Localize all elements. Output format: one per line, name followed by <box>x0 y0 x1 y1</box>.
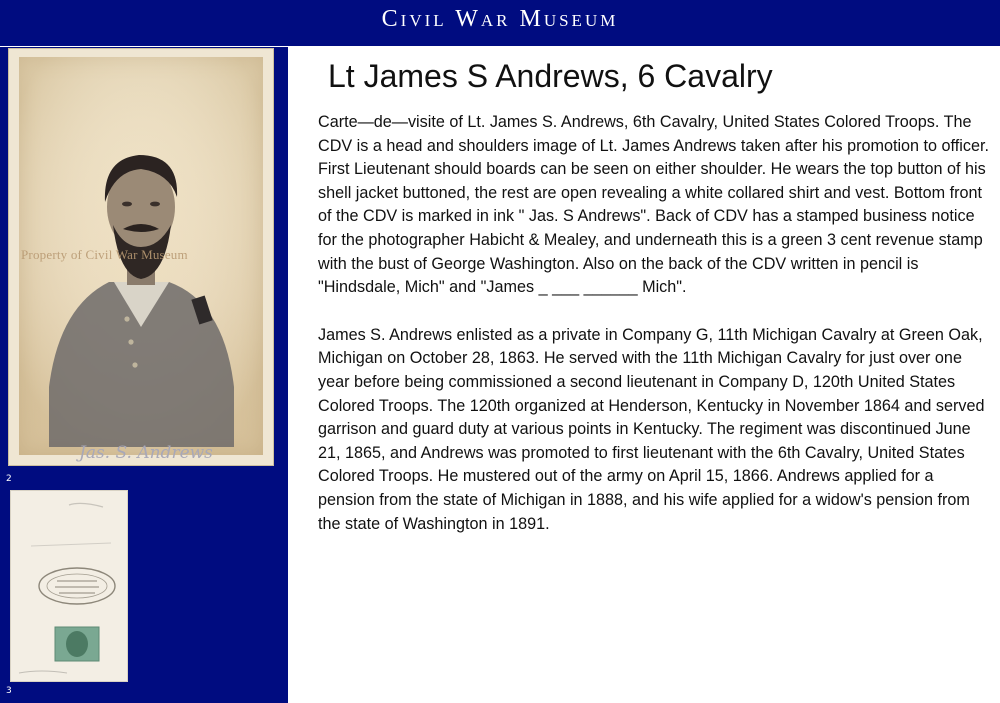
cdv-front-photo[interactable] <box>8 48 274 466</box>
site-header <box>0 0 1000 48</box>
image-number-label: 2 <box>6 474 12 484</box>
ink-signature: Jas. S. Andrews <box>79 443 213 463</box>
article-paragraph: James S. Andrews enlisted as a private in Company G, 11th Michigan Cavalry at Green Oak, Michigan on October 28, 1863. He served with the 11th Michigan Cavalry for just over one year before being commissioned a second lieutenant in Company D, 120th United States Colored Troops. The 120th organized at Henderson, Kentucky in November 1864 and served garrison and guard duty at various points in Kentucky. The regiment was discontinued June 21, 1865, and Andrews was promoted to first lieutenant with the 6th Cavalry, United States Colored Troops. He mustered out of the army on April 15, 1866. Andrews applied for a pension from the state of Michigan in 1888, and his wife applied for a widow's pension from the state of Washington in 1891. <box>318 325 985 533</box>
image-number-label: 3 <box>6 686 12 696</box>
cdv-back-photo[interactable] <box>10 490 128 682</box>
cdv-card <box>19 57 263 463</box>
article-paragraph: Carte—de—visite of Lt. James S. Andrews, 6th Cavalry, United States Colored Troops. The CDV is a head and shoulders image of Lt. James Andrews taken after his promotion to officer. First Lieutenant should boards can be seen on either shoulder. He wears the top button of his shell jacket buttoned, the rest are open revealing a white collared shirt and vest. Bottom front of the CDV is marked in ink " Jas. S Andrews". Back of CDV has a stamped business notice for the photographer Habicht & Mealey, and underneath this is a green 3 cent revenue stamp with the bust of George Washington. Also on the back of the CDV written in pencil is "Hindsdale, Mich" and "James _ ___ ______ Mich". <box>318 113 989 297</box>
site-title: Civil War Museum <box>381 6 619 32</box>
page-title: Lt James S Andrews, 6 Cavalry <box>328 58 773 94</box>
watermark: Property of Civil War Museum <box>21 247 188 262</box>
cdv-back-illustration <box>11 491 127 681</box>
article-content <box>318 52 990 536</box>
